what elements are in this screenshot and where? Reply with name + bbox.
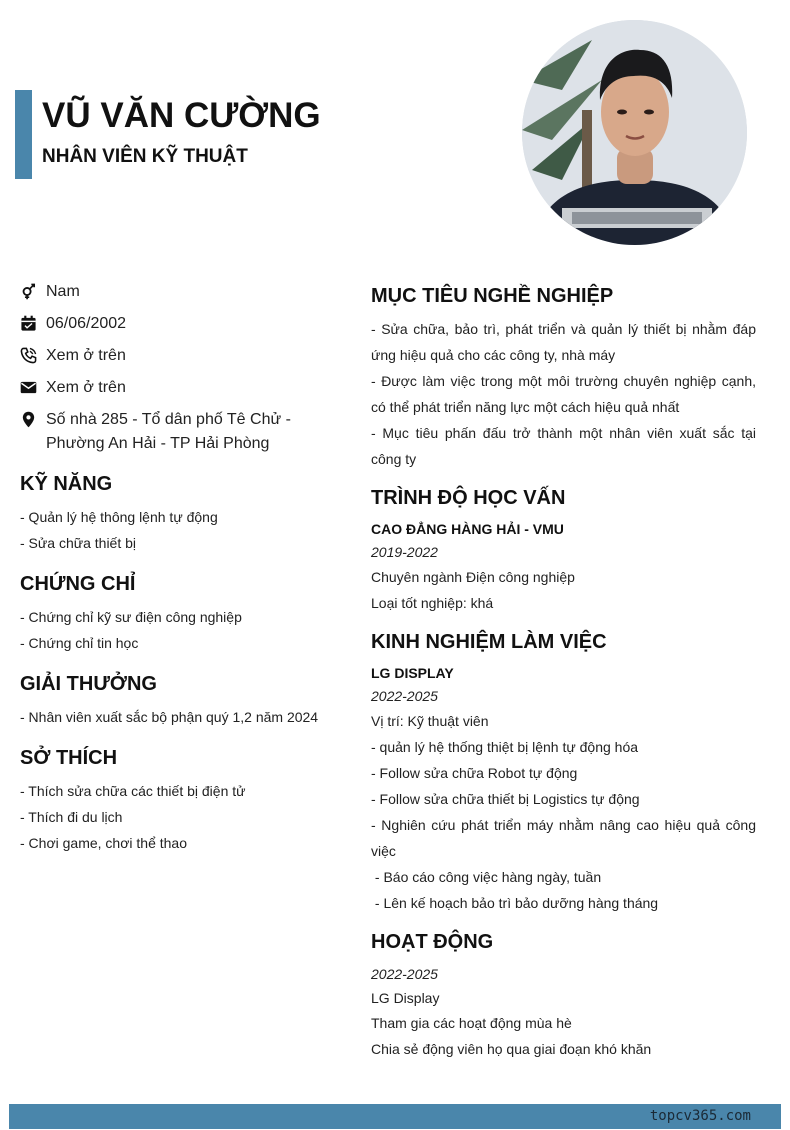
phone-icon xyxy=(20,347,37,364)
list-item: Loại tốt nghiệp: khá xyxy=(371,595,494,611)
list-item: Vị trí: Kỹ thuật viên xyxy=(371,713,489,729)
contact-gender xyxy=(20,280,345,304)
objective-title: MỤC TIÊU NGHỀ NGHIỆP xyxy=(371,285,614,307)
awards-title: GIẢI THƯỞNG xyxy=(20,673,157,695)
education-period: 2019-2022 xyxy=(371,544,438,560)
candidate-position: NHÂN VIÊN KỸ THUẬT xyxy=(42,146,248,167)
list-item: - Chơi game, chơi thể thao xyxy=(20,835,187,851)
list-item: - Báo cáo công việc hàng ngày, tuần xyxy=(371,869,602,885)
experience-title: KINH NGHIỆM LÀM VIỆC xyxy=(371,631,607,653)
list-item: - Sửa chữa, bảo trì, phát triển và quản lý thiết bị nhằm đáp ứng hiệu quả cho các công ty, nhà máy xyxy=(371,321,756,363)
calendar-icon xyxy=(20,315,37,332)
email-icon xyxy=(20,379,37,396)
experience-period: 2022-2025 xyxy=(371,688,438,704)
contact-birthdate-value: 06/06/2002 xyxy=(46,315,127,332)
contact-email xyxy=(20,376,345,400)
list-item: - Nhân viên xuất sắc bộ phận quý 1,2 năm 2024 xyxy=(20,709,319,725)
activities-period: 2022-2025 xyxy=(371,966,438,982)
hobbies-title: SỞ THÍCH xyxy=(20,747,118,769)
gender-icon xyxy=(20,283,37,300)
list-item: - quản lý hệ thống thiệt bị lệnh tự động hóa xyxy=(371,739,639,755)
list-item: Tham gia các hoạt động mùa hè xyxy=(371,1015,572,1031)
right-column xyxy=(371,282,756,1074)
activities-section xyxy=(371,928,756,1062)
contact-address-value: Số nhà 285 - Tổ dân phố Tê Chử - Phường An Hải - TP Hải Phòng xyxy=(46,411,291,452)
list-item: - Follow sửa chữa Robot tự động xyxy=(371,765,578,781)
skills-title: KỸ NĂNG xyxy=(20,473,113,495)
contact-email-value: Xem ở trên xyxy=(46,379,126,396)
header-accent-bar xyxy=(15,90,32,179)
activities-title: HOẠT ĐỘNG xyxy=(371,931,494,953)
certificates-title: CHỨNG CHỈ xyxy=(20,573,136,595)
list-item: - Follow sửa chữa thiết bị Logistics tự động xyxy=(371,791,640,807)
list-item: - Chứng chỉ kỹ sư điện công nghiệp xyxy=(20,609,242,625)
education-title: TRÌNH ĐỘ HỌC VẤN xyxy=(371,487,566,509)
list-item: - Nghiên cứu phát triển máy nhằm nâng cao hiệu quả công việc xyxy=(371,817,756,859)
list-item: - Quản lý hệ thông lệnh tự động xyxy=(20,509,218,525)
list-item: - Lên kế hoạch bảo trì bảo dưỡng hàng tháng xyxy=(371,895,659,911)
footer-brand[interactable]: topcv365.com xyxy=(649,1108,751,1124)
list-item: Chia sẻ động viên họ qua giai đoạn khó khăn xyxy=(371,1041,652,1057)
candidate-name: VŨ VĂN CƯỜNG xyxy=(42,96,321,135)
contact-birthdate xyxy=(20,312,345,336)
list-item: Chuyên ngành Điện công nghiệp xyxy=(371,569,575,585)
education-section xyxy=(371,484,756,616)
education-school: CAO ĐẲNG HÀNG HẢI - VMU xyxy=(371,521,564,537)
contact-gender-value: Nam xyxy=(46,283,80,300)
left-column xyxy=(20,280,345,856)
list-item: - Mục tiêu phấn đấu trở thành một nhân viên xuất sắc tại công ty xyxy=(371,425,756,467)
list-item: - Được làm việc trong một môi trường chuyên nghiệp cạnh, có thể phát triển năng lực một cách hiệu quả nhất xyxy=(371,373,756,415)
footer-bar xyxy=(9,1104,781,1129)
list-item: - Thích đi du lịch xyxy=(20,809,123,825)
experience-company: LG DISPLAY xyxy=(371,665,454,681)
contact-address xyxy=(20,408,345,456)
contact-phone xyxy=(20,344,345,368)
objective-section xyxy=(371,282,756,472)
list-item: - Thích sửa chữa các thiết bị điện tử xyxy=(20,783,246,799)
location-icon xyxy=(20,411,37,428)
list-item: - Sửa chữa thiết bị xyxy=(20,535,137,551)
list-item: - Chứng chỉ tin học xyxy=(20,635,139,651)
contact-phone-value: Xem ở trên xyxy=(46,347,126,364)
experience-section xyxy=(371,628,756,916)
list-item: LG Display xyxy=(371,990,440,1006)
profile-photo xyxy=(522,20,747,245)
